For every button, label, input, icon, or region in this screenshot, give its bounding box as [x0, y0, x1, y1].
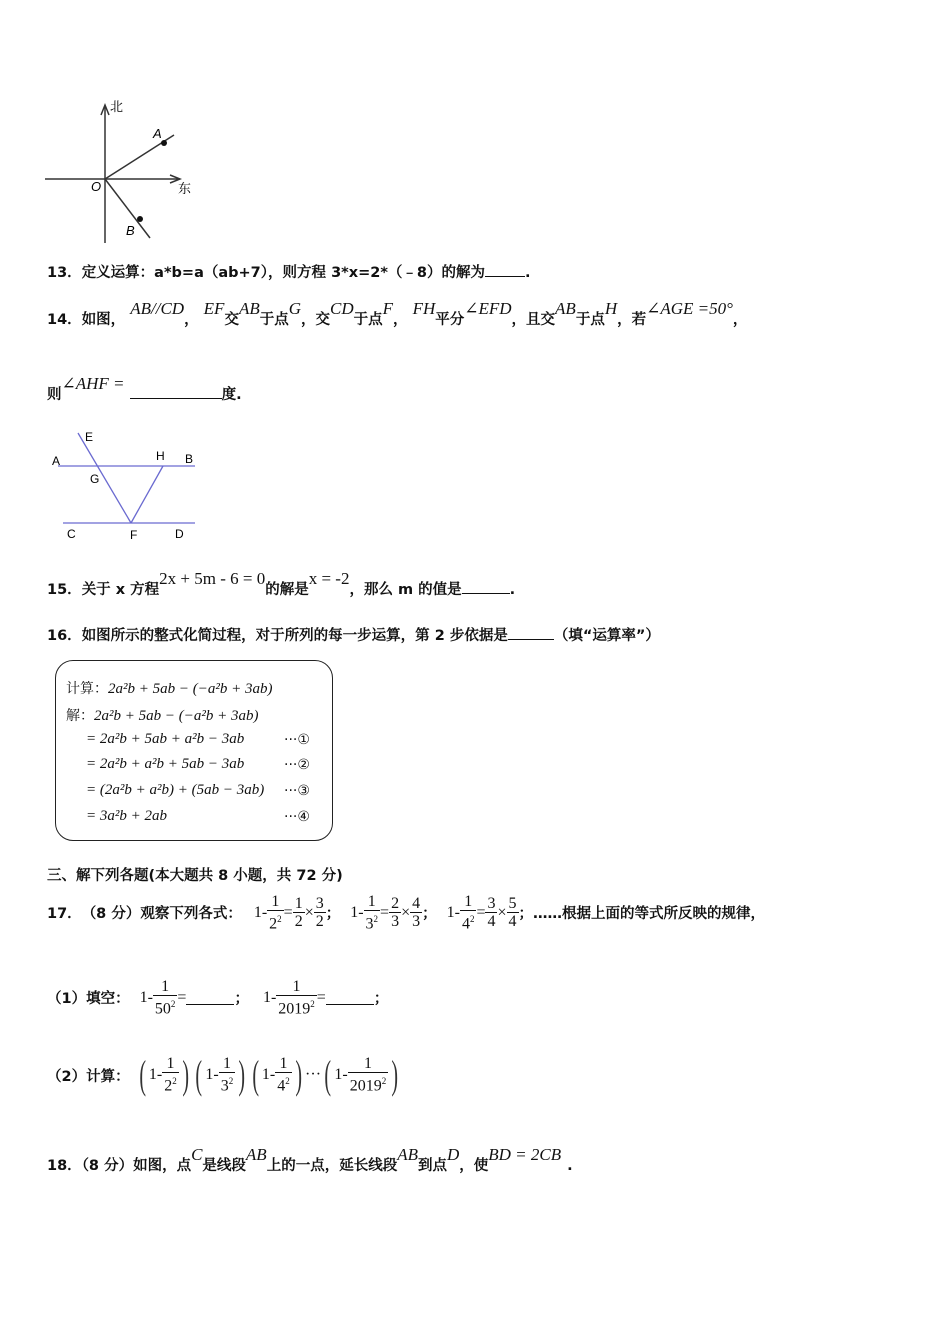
origin-label: O	[91, 179, 102, 194]
east-label: 东	[178, 181, 192, 196]
answer-blank[interactable]	[462, 579, 510, 594]
question-18: 18．（8 分）如图，点C是线段AB上的一点，延长线段AB到点D，使BD = 2CB.	[47, 1145, 573, 1174]
calc-line-5: = 3a²b + 2ab	[86, 808, 167, 824]
step-1-mark: ···①	[284, 732, 310, 748]
compass-figure	[40, 95, 210, 250]
step-2-mark: ···②	[284, 757, 310, 773]
calc-line-0: 计算：2a²b + 5ab − (−a²b + 3ab)	[66, 681, 273, 697]
calc-line-2: = 2a²b + 5ab + a²b − 3ab	[86, 731, 245, 747]
answer-blank[interactable]	[485, 262, 525, 277]
point-b-label: B	[126, 223, 135, 238]
svg-text:C: C	[67, 527, 76, 541]
answer-blank[interactable]	[508, 625, 554, 640]
calc-line-3: = 2a²b + a²b + 5ab − 3ab	[86, 756, 245, 772]
step-3-mark: ···③	[284, 783, 310, 799]
calc-line-1: 解：2a²b + 5ab − (−a²b + 3ab)	[66, 708, 259, 724]
question-17-part-1: （1）填空： 1- $\frac{1}{50^2}$ = ； 1- $\frac{1}{2019^2}$ = ；	[47, 978, 389, 1018]
svg-text:E: E	[85, 430, 94, 444]
point-a-label: A	[153, 126, 162, 141]
answer-blank[interactable]	[130, 384, 222, 399]
question-13: 13．定义运算：a*b=a（ab+7），则方程 3*x=2*（﹣8）的解为 .	[47, 261, 531, 282]
north-label: 北	[110, 99, 124, 114]
question-17: 17． （8 分）观察下列各式： 1- $\frac{1}{2^2}$ = $\frac{1}{2}$ × $\frac{3}{2}$ ； 1- $\frac{1}{3^2}$ = $\frac{2}{3}$ × $\frac{4}{3}$ ； 1- $\frac{1}{4^2}$ = $\frac{3}{4}$ × $\frac{5}{4}$ ；……根据上面的等式所反映的规律，	[47, 893, 765, 933]
svg-text:F: F	[130, 528, 138, 542]
svg-text:H: H	[156, 449, 165, 463]
question-14-line2: 则∠AHF = 度.	[47, 374, 242, 403]
answer-blank-2[interactable]	[326, 990, 374, 1005]
section-3-title: 三、解下列各题(本大题共 8 小题，共 72 分)	[47, 868, 343, 884]
question-14: 14．如图， AB//CD， EF交AB于点G，交CD于点F， FH平分∠EFD，且交AB于点H，若∠AGE =50°，	[47, 299, 748, 328]
step-4-mark: ···④	[284, 809, 310, 825]
question-17-part-2: （2）计算： ( 1- $\frac{1}{2^2}$ ) ( 1- $\frac{1}{3^2}$ ) ( 1- $\frac{1}{4^2}$ ) ··· ( 1- $\frac{1}{2019^2}$ )	[47, 1052, 399, 1097]
svg-text:A: A	[52, 454, 61, 468]
svg-text:D: D	[175, 527, 184, 541]
question-15: 15．关于 x 方程2x + 5m - 6 = 0的解是x = -2，那么 m 的值是 .	[47, 569, 516, 598]
question-16: 16．如图所示的整式化简过程，对于所列的每一步运算，第 2 步依据是 （填“运算率”）	[47, 624, 660, 645]
svg-text:B: B	[185, 452, 194, 466]
calc-line-4: = (2a²b + a²b) + (5ab − 3ab)	[86, 782, 265, 798]
svg-text:G: G	[90, 472, 100, 486]
parallel-lines-figure	[48, 425, 208, 545]
answer-blank-1[interactable]	[186, 990, 234, 1005]
